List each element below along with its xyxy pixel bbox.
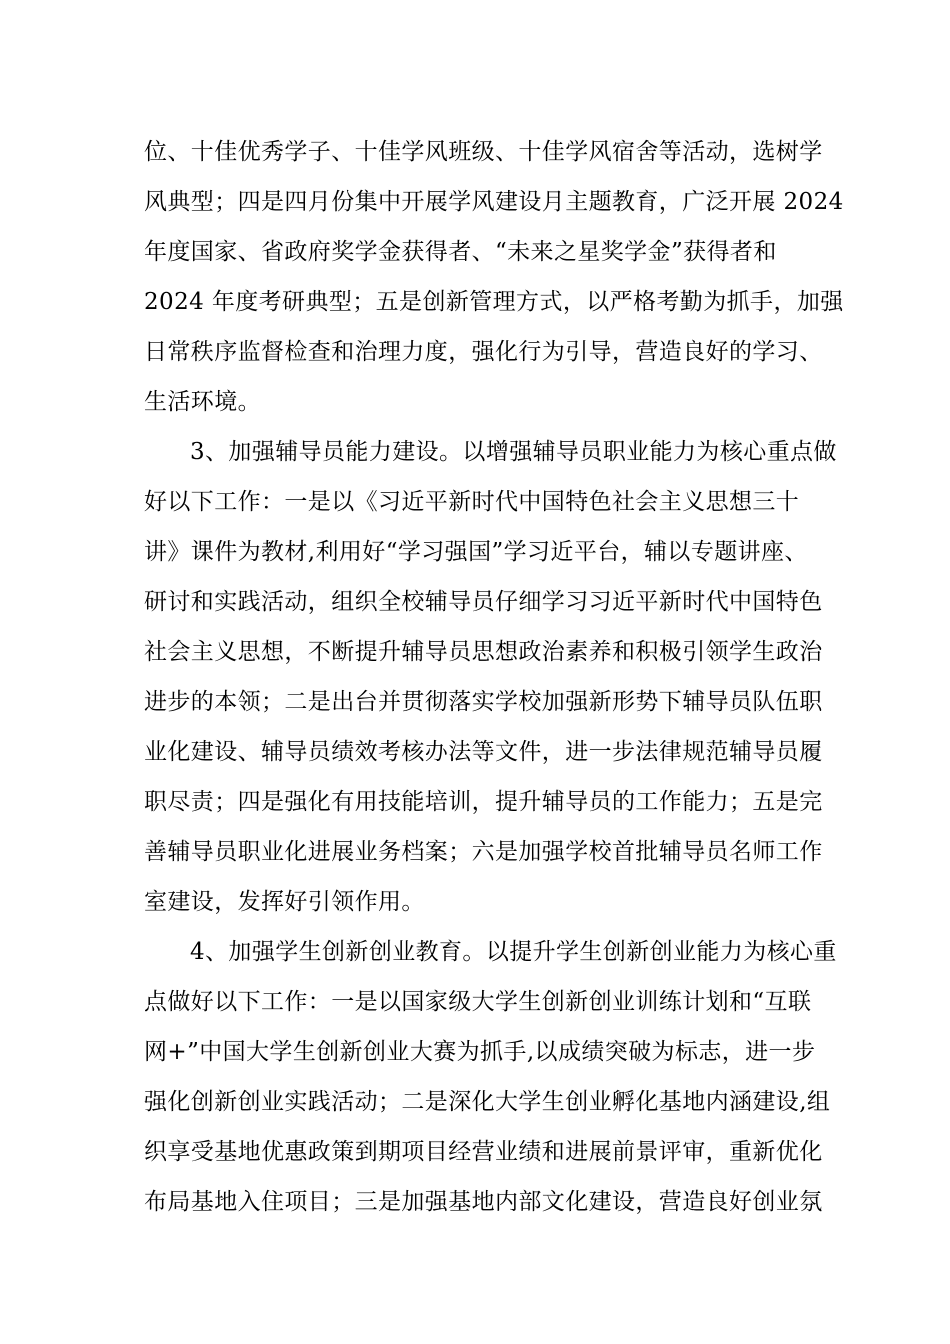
text-line: 位、十佳优秀学子、十佳学风班级、十佳学风宿舍等活动，选树学 — [144, 139, 823, 165]
text-line: 强化创新创业实践活动；二是深化大学生创业孵化基地内涵建设,组 — [144, 1089, 831, 1115]
text-line: 讲》课件为教材,利用好“学习强国”学习近平台，辅以专题讲座、 — [144, 539, 808, 565]
text-line: 网+”中国大学生创新创业大赛为抓手,以成绩突破为标志，进一步 — [144, 1039, 816, 1065]
text-line: 职尽责；四是强化有用技能培训，提升辅导员的工作能力；五是完 — [144, 789, 823, 815]
text-line: 社会主义思想，不断提升辅导员思想政治素养和积极引领学生政治 — [144, 639, 823, 665]
text-line: 3、加强辅导员能力建设。以增强辅导员职业能力为核心重点做 — [190, 439, 837, 465]
text-line: 好以下工作：一是以《习近平新时代中国特色社会主义思想三十 — [144, 489, 800, 515]
text-line: 日常秩序监督检查和治理力度，强化行为引导，营造良好的学习、 — [144, 339, 823, 365]
text-line: 年度国家、省政府奖学金获得者、“未来之星奖学金”获得者和 — [144, 239, 777, 265]
text-line: 布局基地入住项目；三是加强基地内部文化建设，营造良好创业氛 — [144, 1189, 823, 1215]
text-line: 室建设，发挥好引领作用。 — [144, 889, 425, 915]
text-line: 点做好以下工作：一是以国家级大学生创新创业训练计划和“互联 — [144, 989, 812, 1015]
text-line: 业化建设、辅导员绩效考核办法等文件，进一步法律规范辅导员履 — [144, 739, 823, 765]
text-line: 生活环境。 — [144, 389, 261, 415]
text-line: 进步的本领；二是出台并贯彻落实学校加强新形势下辅导员队伍职 — [144, 689, 823, 715]
text-line: 善辅导员职业化进展业务档案；六是加强学校首批辅导员名师工作 — [144, 839, 823, 865]
text-line: 织享受基地优惠政策到期项目经营业绩和进展前景评审，重新优化 — [144, 1139, 823, 1165]
text-line: 2024 年度考研典型；五是创新管理方式，以严格考勤为抓手，加强 — [144, 289, 844, 315]
text-line: 4、加强学生创新创业教育。以提升学生创新创业能力为核心重 — [190, 939, 837, 965]
text-line: 风典型；四是四月份集中开展学风建设月主题教育，广泛开展 2024 — [144, 189, 844, 215]
text-line: 研讨和实践活动，组织全校辅导员仔细学习习近平新时代中国特色 — [144, 589, 823, 615]
